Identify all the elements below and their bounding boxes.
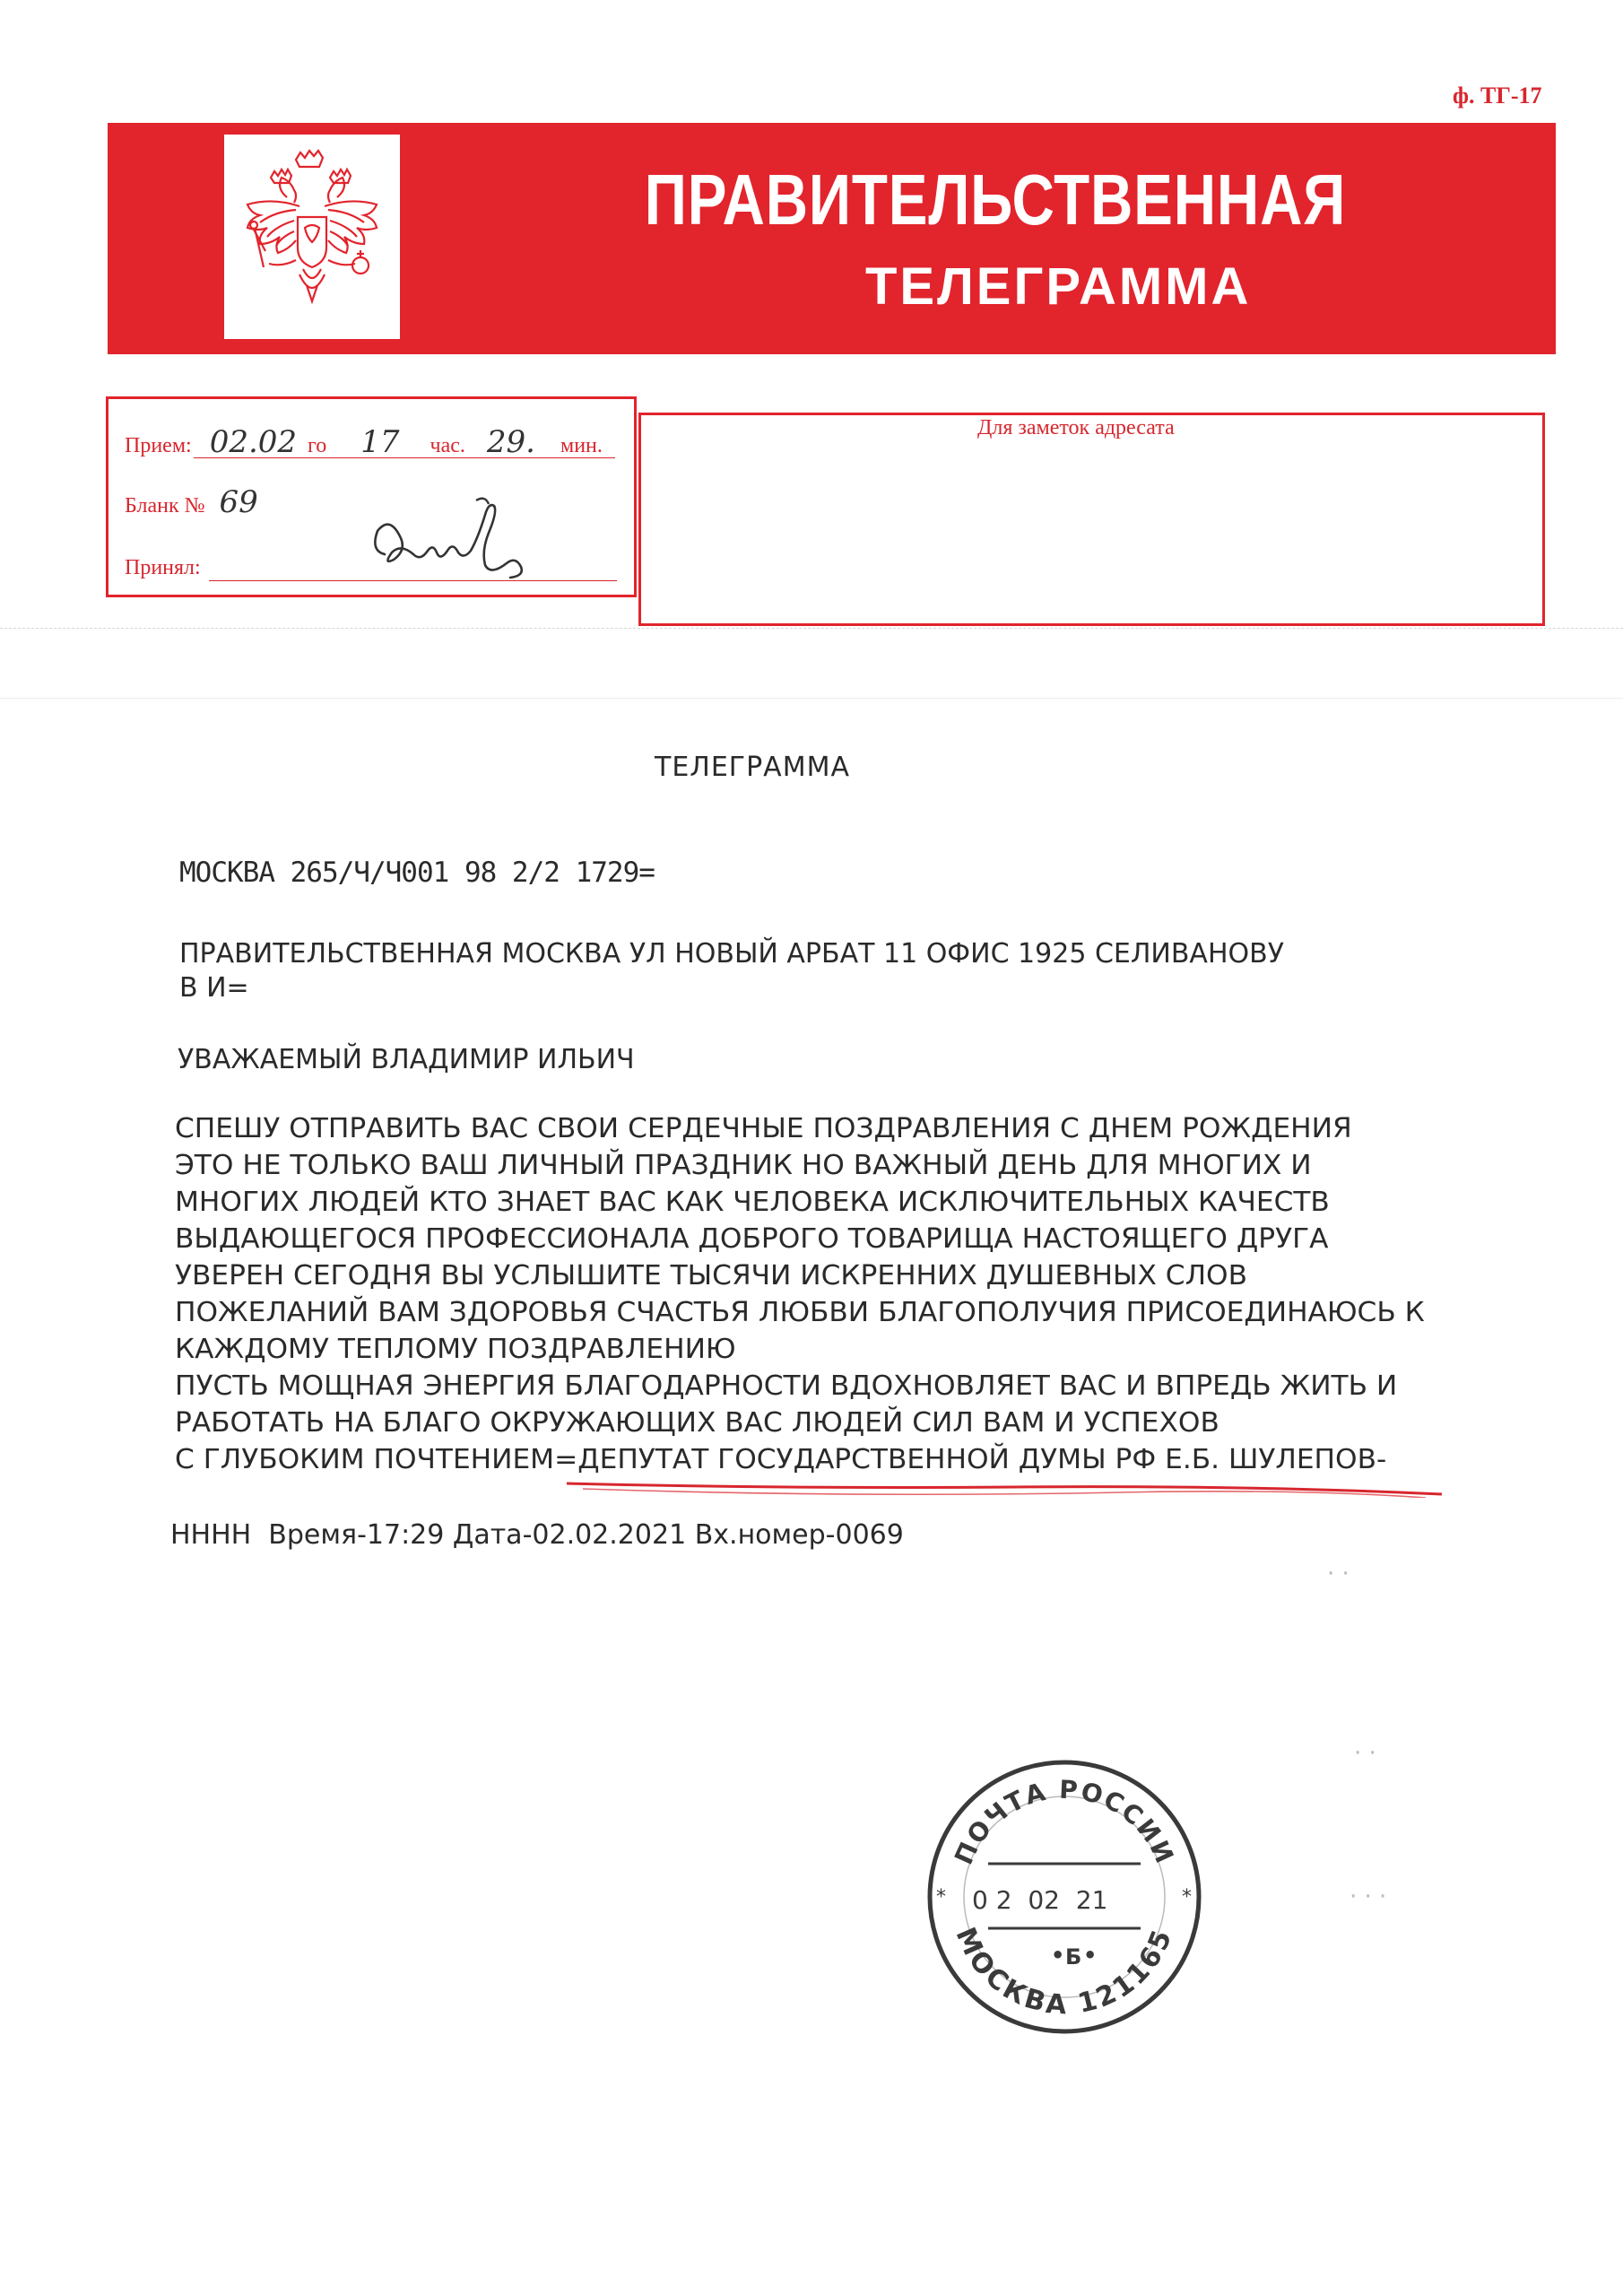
smudge-mark: · · ·: [1350, 1883, 1387, 1910]
footer-line: НННН Время-17:29 Дата-02.02.2021 Вх.номер-0069: [170, 1519, 904, 1551]
received-date: 02.02: [209, 424, 298, 460]
page-fold-line: [0, 628, 1623, 629]
blank-label: Бланк №: [125, 494, 205, 517]
postal-stamp: [916, 1749, 1212, 2045]
body-line: ВЫДАЮЩЕГОСЯ ПРОФЕССИОНАЛА ДОБРОГО ТОВАРИЩА НАСТОЯЩЕГО ДРУГА: [175, 1223, 1329, 1255]
body-line: РАБОТАТЬ НА БЛАГО ОКРУЖАЮЩИХ ВАС ЛЮДЕЙ СИЛ ВАМ И УСПЕХОВ: [175, 1407, 1219, 1439]
received-label: Прием:: [125, 434, 192, 457]
hour-label: час.: [430, 434, 465, 457]
svg-text:*: *: [936, 1886, 946, 1909]
body-line: ПОЖЕЛАНИЙ ВАМ ЗДОРОВЬЯ СЧАСТЬЯ ЛЮБВИ БЛАГОПОЛУЧИЯ ПРИСОЕДИНАЮСЬ К: [175, 1297, 1425, 1328]
body-line: СПЕШУ ОТПРАВИТЬ ВАС СВОИ СЕРДЕЧНЫЕ ПОЗДРАВЛЕНИЯ С ДНЕМ РОЖДЕНИЯ: [175, 1113, 1352, 1144]
coat-of-arms-emblem: [224, 135, 400, 339]
received-underline: [194, 457, 615, 458]
notes-box: [638, 413, 1545, 626]
blank-row: [125, 484, 258, 520]
body-line: КАЖДОМУ ТЕПЛОМУ ПОЗДРАВЛЕНИЮ: [175, 1334, 736, 1365]
address-line-2: В И=: [179, 972, 249, 1004]
telegram-heading: ТЕЛЕГРАММА: [655, 752, 850, 783]
go-label: го: [308, 434, 327, 457]
svg-text:•: •: [1051, 1943, 1065, 1968]
body-line: С ГЛУБОКИМ ПОЧТЕНИЕМ=ДЕПУТАТ ГОСУДАРСТВЕННОЙ ДУМЫ РФ Е.Б. ШУЛЕПОВ-: [175, 1444, 1387, 1475]
page-edge-line: [0, 698, 1623, 699]
message-body: [175, 1110, 1425, 1478]
stamp-date: 0 2 02 21: [972, 1885, 1108, 1915]
received-row: [125, 424, 603, 460]
signature-red-underline: [565, 1471, 1444, 1498]
stamp-bottom-text: МОСКВА 121165: [949, 1923, 1180, 2022]
salutation: УВАЖАЕМЫЙ ВЛАДИМИР ИЛЬИЧ: [178, 1044, 635, 1075]
intake-box: [106, 396, 637, 597]
body-line: ПУСТЬ МОЩНАЯ ЭНЕРГИЯ БЛАГОДАРНОСТИ ВДОХНОВЛЯЕТ ВАС И ВПРЕДЬ ЖИТЬ И: [175, 1370, 1398, 1402]
received-hour: 17: [360, 424, 400, 460]
service-line: МОСКВА 265/Ч/Ч001 98 2/2 1729=: [179, 857, 655, 889]
body-line: МНОГИХ ЛЮДЕЙ КТО ЗНАЕТ ВАС КАК ЧЕЛОВЕКА ИСКЛЮЧИТЕЛЬНЫХ КАЧЕСТВ: [175, 1187, 1330, 1218]
accepted-row: [125, 556, 201, 580]
banner-title: ПРАВИТЕЛЬСТВЕННАЯ: [644, 160, 1347, 239]
smudge-mark: · ·: [1327, 1561, 1350, 1587]
body-line: УВЕРЕН СЕГОДНЯ ВЫ УСЛЫШИТЕ ТЫСЯЧИ ИСКРЕННИХ ДУШЕВНЫХ СЛОВ: [175, 1260, 1247, 1292]
handwritten-signature: [351, 484, 584, 592]
svg-text:*: *: [1182, 1886, 1192, 1909]
received-minute: 29.: [486, 424, 535, 460]
body-line: ЭТО НЕ ТОЛЬКО ВАШ ЛИЧНЫЙ ПРАЗДНИК НО ВАЖНЫЙ ДЕНЬ ДЛЯ МНОГИХ И: [175, 1150, 1312, 1181]
minute-label: мин.: [560, 434, 603, 457]
accepted-label: Принял:: [125, 556, 201, 579]
form-code: ф. ТГ-17: [1453, 83, 1542, 109]
stamp-top-text: ПОЧТА РОССИИ: [948, 1774, 1181, 1869]
smudge-mark: · ·: [1354, 1740, 1376, 1767]
address-line-1: ПРАВИТЕЛЬСТВЕННАЯ МОСКВА УЛ НОВЫЙ АРБАТ 11 ОФИС 1925 СЕЛИВАНОВУ: [179, 938, 1284, 970]
banner-subtitle: ТЕЛЕГРАММА: [865, 257, 1252, 316]
double-headed-eagle-icon: [224, 135, 400, 339]
svg-text:•: •: [1083, 1943, 1098, 1968]
blank-number: 69: [219, 484, 258, 520]
stamp-letter: Б: [1065, 1944, 1082, 1970]
notes-label: Для заметок адресата: [977, 416, 1175, 439]
